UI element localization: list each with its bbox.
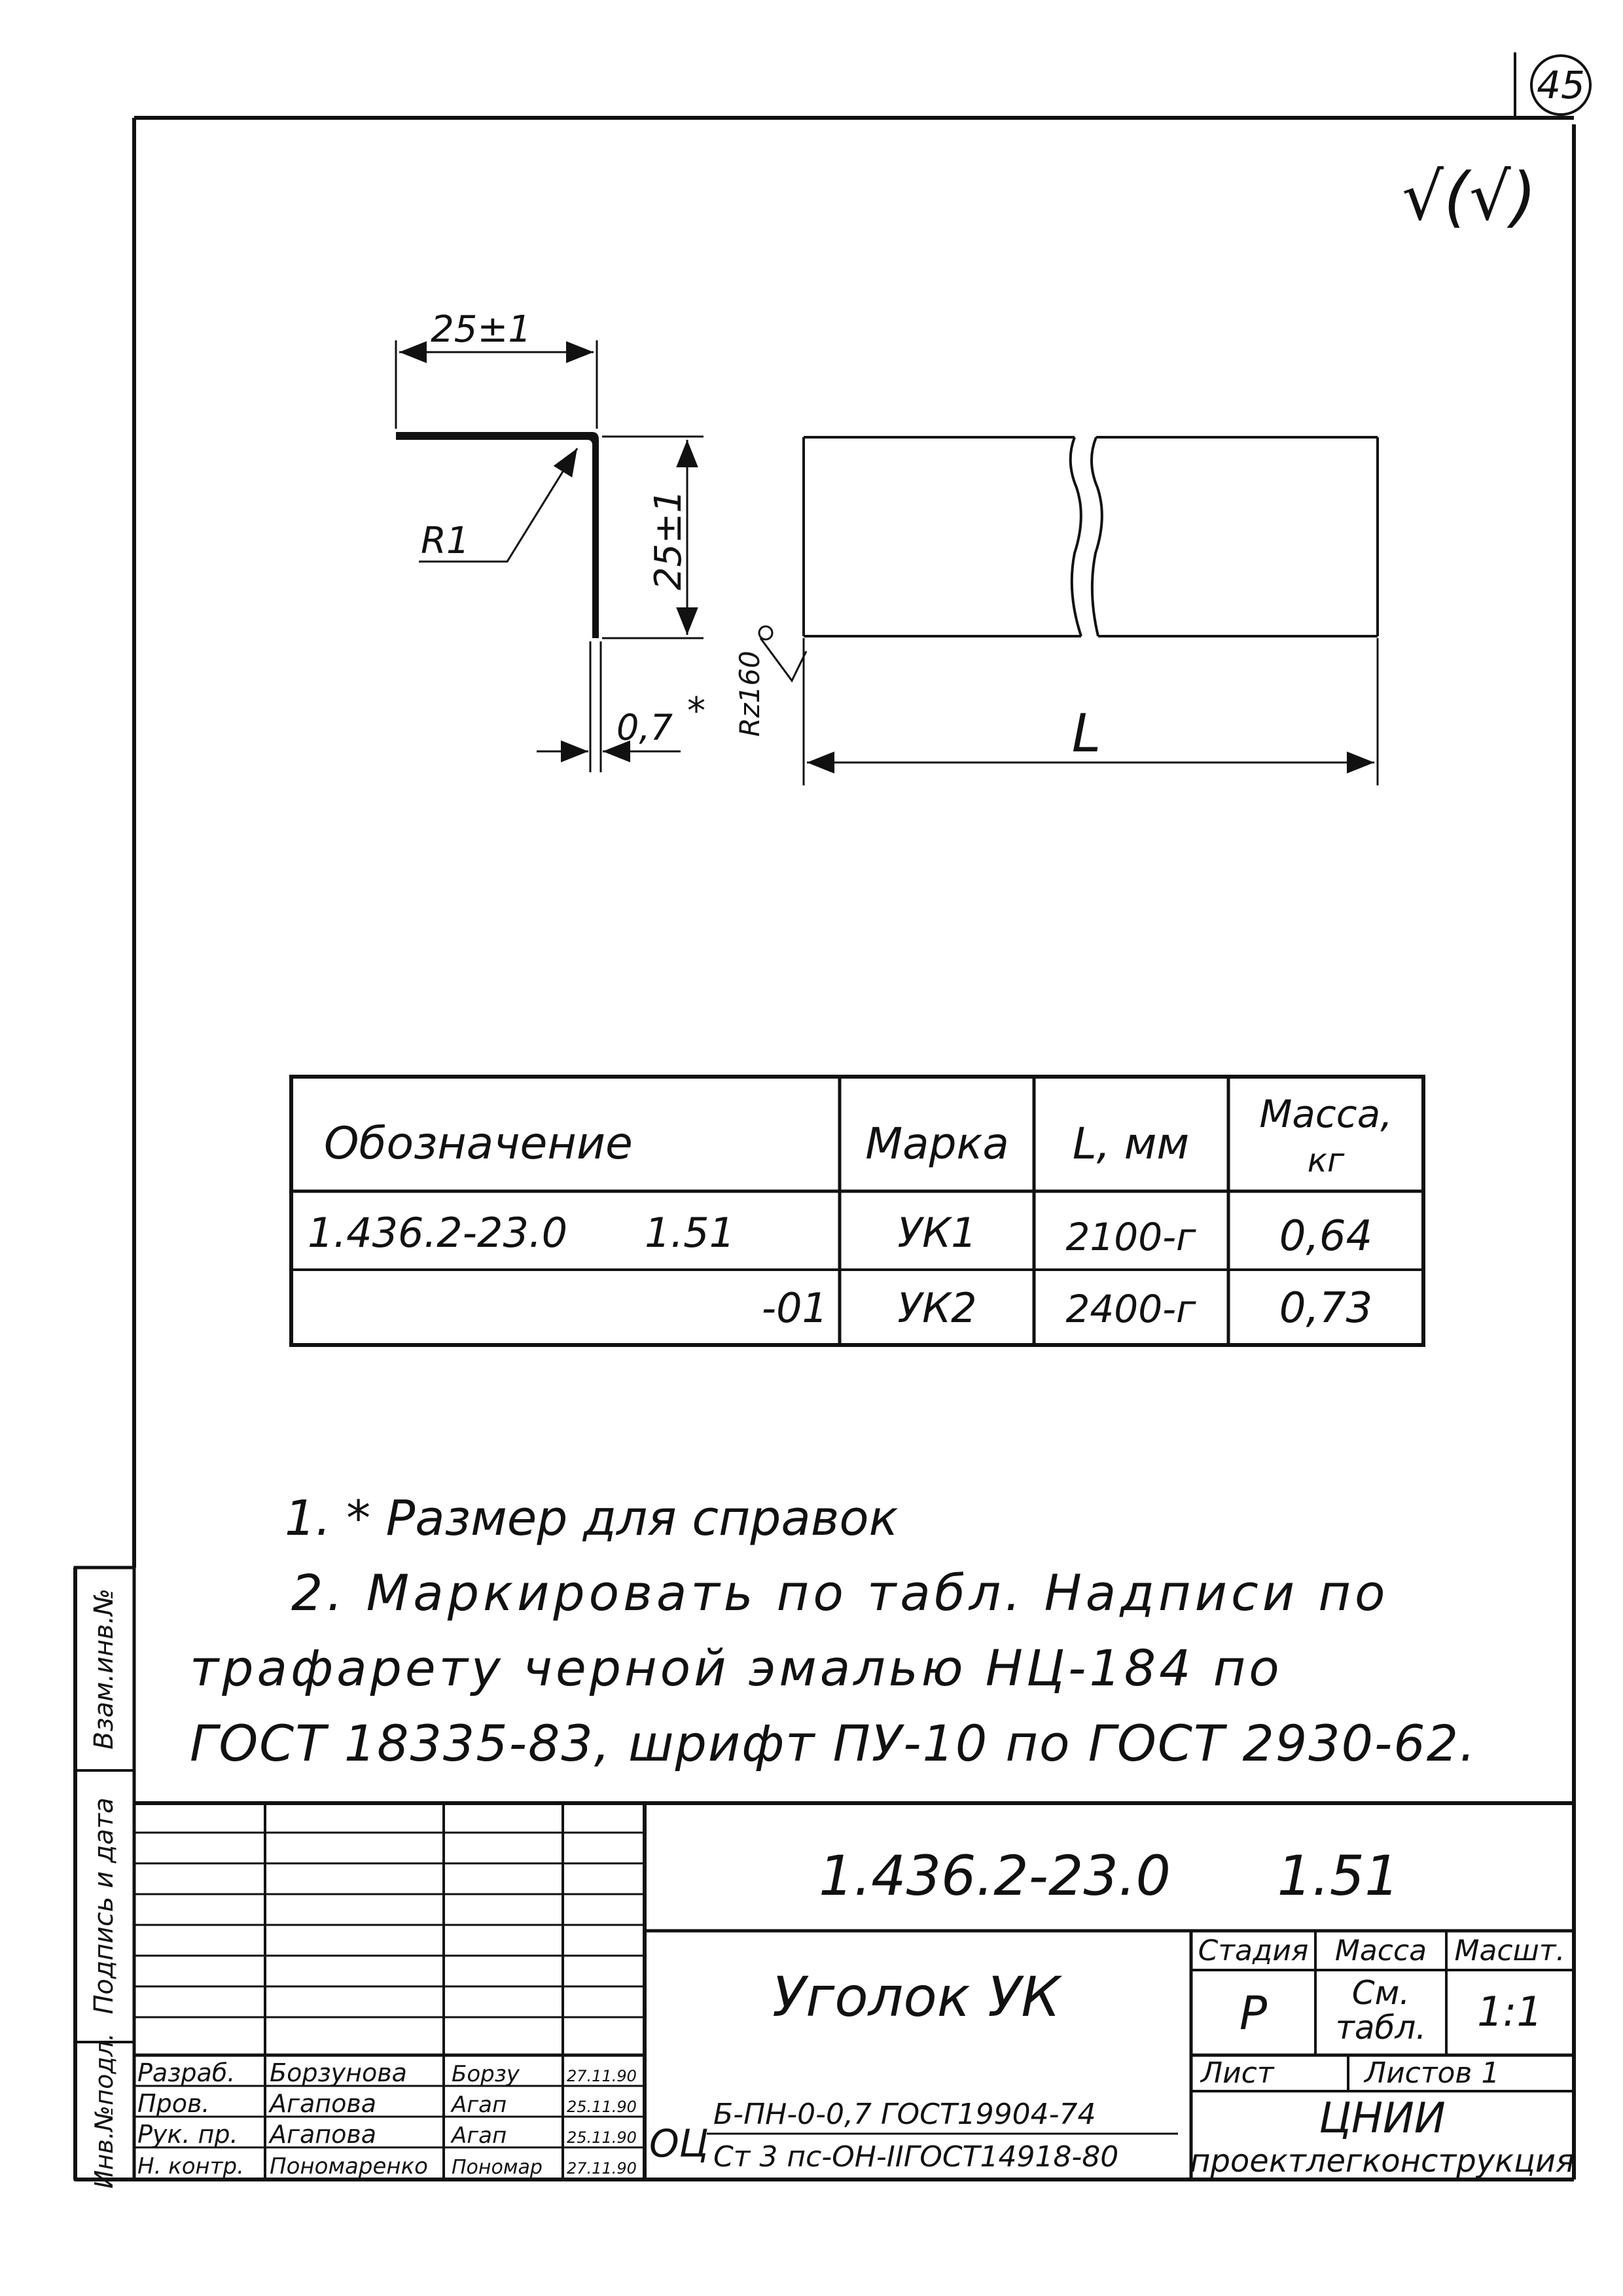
signature-project-lead: Агап — [452, 2123, 507, 2149]
spec-row-2-mass: 0,73 — [1279, 1284, 1373, 1333]
spec-header-mass: Масса, — [1259, 1092, 1393, 1136]
role-checker: Пров. — [137, 2089, 210, 2118]
role-project-lead: Рук. пр. — [137, 2120, 238, 2149]
name-project-lead: Агапова — [270, 2120, 377, 2149]
sheet-number: 45 — [1537, 63, 1585, 107]
name-norm-control: Пономаренко — [270, 2153, 428, 2179]
material-line-2: Ст 3 пс-ОН-IIГОСТ14918-80 — [713, 2140, 1119, 2174]
role-developer: Разраб. — [137, 2058, 236, 2087]
spec-row-1-mark: УК1 — [897, 1209, 977, 1257]
spec-row-1-length: 2100-г — [1065, 1215, 1196, 1259]
side-stamp-label-2: Подпись и дата — [89, 1797, 119, 2015]
stage-label: Стадия — [1198, 1934, 1309, 1967]
break-line-right — [1092, 437, 1102, 636]
name-developer: Борзунова — [270, 2058, 407, 2087]
signature-developer: Борзу — [452, 2061, 520, 2087]
signature-norm-control: Пономар — [452, 2156, 543, 2179]
stage-value: Р — [1239, 1986, 1268, 2040]
note-line-3: трафарету черной эмалью НЦ-184 по — [190, 1639, 1283, 1697]
note-line-1: 1. * Размер для справок — [285, 1490, 899, 1547]
name-checker: Агапова — [270, 2089, 377, 2118]
dim-width-label: 25±1 — [431, 308, 531, 351]
date-project-lead: 25.11.90 — [567, 2128, 637, 2147]
sheets-label: Листов 1 — [1364, 2056, 1500, 2090]
spec-header-length: L, мм — [1072, 1119, 1190, 1169]
side-stamp-label-3: Инв.№подл. — [90, 2032, 118, 2189]
sheet-label: Лист — [1201, 2056, 1274, 2090]
dim-height-label: 25±1 — [647, 490, 690, 590]
spec-row-2-variant: -01 — [761, 1284, 828, 1332]
date-developer: 27.11.90 — [567, 2067, 637, 2085]
side-stamp-label-1: Взам.инв.№ — [89, 1588, 119, 1750]
spec-header-mark: Марка — [865, 1119, 1009, 1169]
spec-row-1-sheet: 1.51 — [645, 1209, 736, 1257]
organization-line-2: проектлегконструкция — [1190, 2143, 1575, 2179]
date-checker: 25.11.90 — [567, 2098, 637, 2116]
organization-line-1: ЦНИИ — [1319, 2094, 1446, 2143]
mass-value-line-2: табл. — [1335, 2009, 1427, 2047]
spec-row-2-mark: УК2 — [897, 1284, 977, 1332]
note-line-2: 2. Маркировать по табл. Надписи по — [291, 1564, 1389, 1622]
note-line-4: ГОСТ 18335-83, шрифт ПУ-10 по ГОСТ 2930-62. — [190, 1714, 1477, 1772]
dim-length-label: L — [1071, 703, 1101, 764]
title-doc-sheet: 1.51 — [1277, 1844, 1400, 1908]
scale-value: 1:1 — [1477, 1988, 1543, 2036]
roughness-mark: √(√) — [1402, 158, 1537, 235]
signature-checker: Агап — [452, 2092, 507, 2118]
title-doc-code: 1.436.2-23.0 — [819, 1844, 1171, 1908]
spec-header-designation: Обозначение — [324, 1118, 633, 1170]
spec-row-1-designation: 1.436.2-23.0 — [308, 1209, 568, 1257]
mass-label: Масса — [1334, 1934, 1427, 1967]
roughness-label: Rz160 — [734, 651, 766, 737]
spec-header-mass-unit: кг — [1307, 1141, 1345, 1179]
dim-asterisk: * — [687, 690, 705, 732]
spec-row-2-length: 2400-г — [1065, 1287, 1196, 1331]
material-prefix: ОЦ — [649, 2121, 709, 2166]
date-norm-control: 27.11.90 — [567, 2159, 637, 2178]
spec-row-1-mass: 0,64 — [1279, 1212, 1373, 1261]
material-line-1: Б-ПН-0-0,7 ГОСТ19904-74 — [713, 2098, 1096, 2131]
dim-thickness-label: 0,7 — [616, 707, 673, 748]
mass-value-line-1: См. — [1351, 1974, 1410, 2012]
dim-radius-label: R1 — [421, 520, 470, 562]
title-name: Уголок УК — [772, 1965, 1061, 2029]
break-line-left — [1071, 437, 1081, 636]
scale-label: Масшт. — [1454, 1934, 1565, 1967]
role-norm-control: Н. контр. — [137, 2153, 244, 2179]
